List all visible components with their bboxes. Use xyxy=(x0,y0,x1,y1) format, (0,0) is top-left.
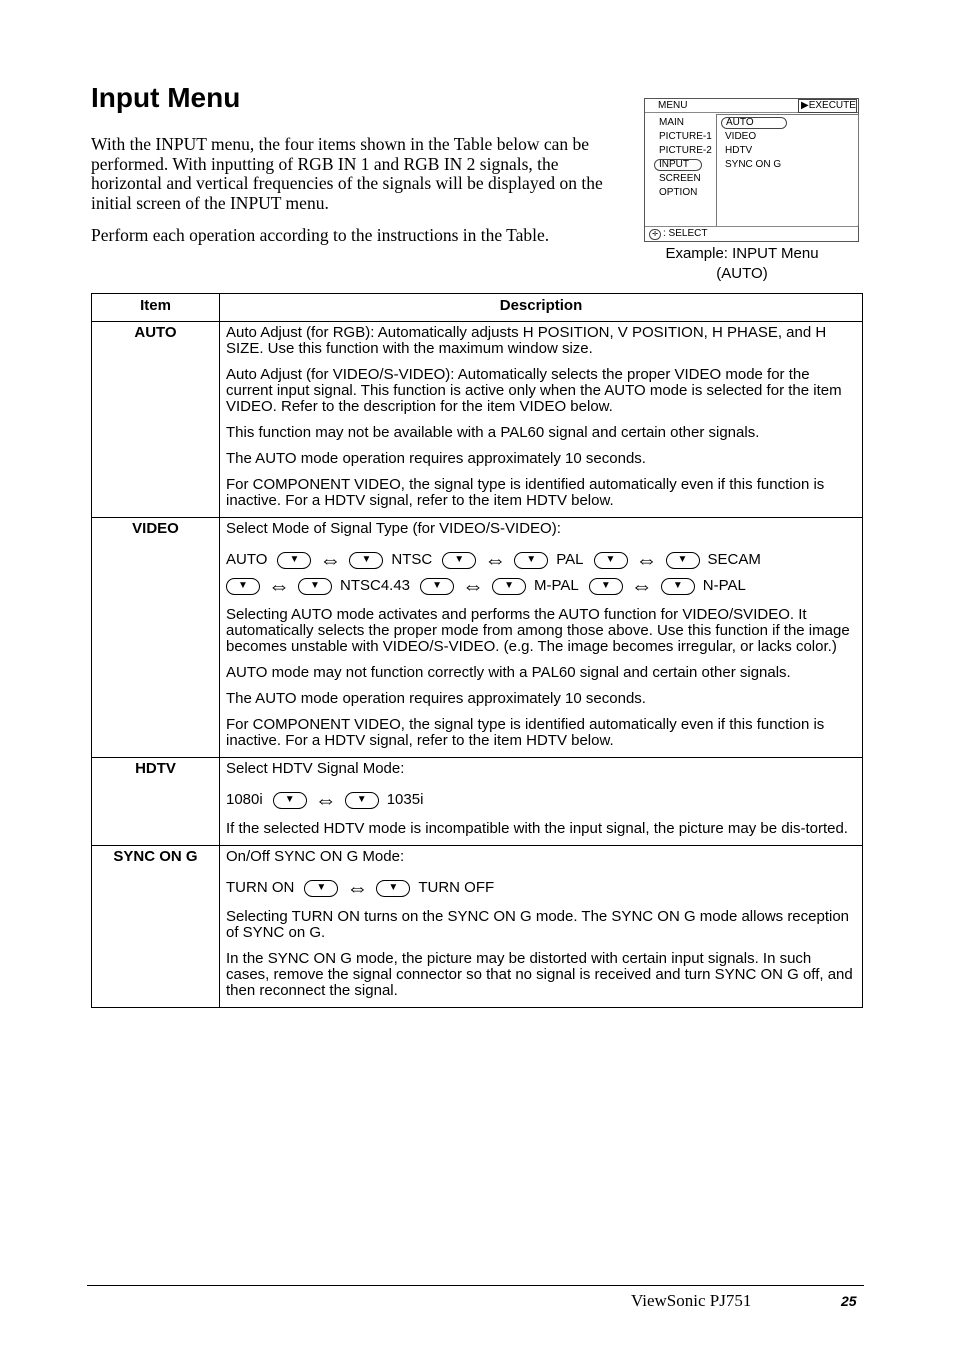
down-button-icon: ▼ xyxy=(376,880,410,897)
description-paragraph: This function may not be available with a PAL60 signal and certain other signals. xyxy=(226,424,760,441)
table-row xyxy=(92,846,863,1008)
osd-header: MENU xyxy=(645,99,858,113)
osd-sub-item-hdtv: HDTV xyxy=(725,145,753,156)
osd-item-screen: SCREEN xyxy=(659,173,701,184)
column-header-description: Description xyxy=(220,294,863,322)
description-paragraph: Auto Adjust (for VIDEO/S-VIDEO): Automatically selects the proper VIDEO mode for the current input signal. This function is active only when the AUTO mode is selected for the item VIDEO. Refer to the description for the item VIDEO below. xyxy=(226,366,842,415)
osd-item-main: MAIN xyxy=(659,117,684,128)
hdtv-mode-sequence xyxy=(226,787,856,813)
input-menu-table xyxy=(91,293,863,1008)
down-button-icon: ▼ xyxy=(273,792,307,809)
description-paragraph: The AUTO mode operation requires approximately 10 seconds. xyxy=(226,450,646,467)
mode-label: AUTO xyxy=(226,551,268,568)
swap-arrow-icon: ⇔ xyxy=(630,573,653,598)
table-header-row xyxy=(92,294,863,322)
description-paragraph: Selecting TURN ON turns on the SYNC ON G mode. The SYNC ON G mode allows reception of SYNC on G. xyxy=(226,908,850,941)
osd-menu-example xyxy=(644,98,859,242)
mode-label: TURN ON xyxy=(226,879,295,896)
swap-arrow-icon: ⇔ xyxy=(319,547,342,572)
description-paragraph: Selecting AUTO mode activates and performs the AUTO function for VIDEO/SVIDEO. It automatically selects the proper mode from among those above. Use this function if the image becomes unstable with VIDEO/S-VIDEO. (e.g. The image becomes irregular, or lacks color.) xyxy=(226,606,850,655)
figure-caption: Example: INPUT Menu (AUTO) xyxy=(665,245,819,282)
down-button-icon: ▼ xyxy=(298,578,332,595)
osd-item-option: OPTION xyxy=(659,187,698,198)
down-button-icon: ▼ xyxy=(666,552,700,569)
description-paragraph: On/Off SYNC ON G Mode: xyxy=(226,848,405,865)
description-paragraph: If the selected HDTV mode is incompatible with the input signal, the picture may be dis-torted. xyxy=(226,820,848,837)
swap-arrow-icon: ⇔ xyxy=(462,573,485,598)
mode-label: M-PAL xyxy=(534,577,579,594)
osd-item-input: INPUT xyxy=(654,159,702,171)
footer-brand: ViewSonic PJ751 xyxy=(631,1291,752,1310)
intro-paragraph-2: Perform each operation according to the instructions in the Table. xyxy=(91,225,550,245)
down-button-icon: ▼ xyxy=(492,578,526,595)
swap-arrow-icon: ⇔ xyxy=(268,573,290,598)
description-paragraph: The AUTO mode operation requires approximately 10 seconds. xyxy=(226,690,646,707)
item-cell: HDTV xyxy=(92,758,220,846)
down-button-icon: ▼ xyxy=(420,578,454,595)
description-cell xyxy=(220,758,863,846)
swap-arrow-icon: ⇔ xyxy=(484,547,507,572)
page-number: 25 xyxy=(841,1293,857,1309)
description-paragraph: AUTO mode may not function correctly with a PAL60 signal and certain other signals. xyxy=(226,664,791,681)
down-button-icon: ▼ xyxy=(349,552,383,569)
description-cell xyxy=(220,846,863,1008)
description-paragraph: Auto Adjust (for RGB): Automatically adjusts H POSITION, V POSITION, H PHASE, and H SIZE. Use this function with the maximum window size. xyxy=(226,324,827,357)
description-cell xyxy=(220,322,863,518)
item-cell: AUTO xyxy=(92,322,220,518)
joystick-icon: ✛ xyxy=(649,229,661,240)
mode-label: 1035i xyxy=(386,791,424,808)
sync-on-g-sequence xyxy=(226,875,856,901)
mode-label: TURN OFF xyxy=(418,879,495,896)
swap-arrow-icon: ⇔ xyxy=(314,787,337,812)
description-paragraph: Select Mode of Signal Type (for VIDEO/S-VIDEO): xyxy=(226,520,561,537)
description-paragraph: Select HDTV Signal Mode: xyxy=(226,760,405,777)
description-paragraph: For COMPONENT VIDEO, the signal type is identified automatically even if this function is inactive. For a HDTV signal, refer to the item HDTV below. xyxy=(226,476,825,509)
video-mode-sequence-2 xyxy=(226,573,856,599)
osd-main-menu xyxy=(658,116,712,200)
description-paragraph: In the SYNC ON G mode, the picture may be distorted with certain input signals. In such cases, remove the signal connector so that no signal is received and turn SYNC ON G off, and then reconnect the signal. xyxy=(226,950,853,999)
footer-divider xyxy=(87,1285,864,1286)
swap-arrow-icon: ⇔ xyxy=(346,875,369,900)
osd-sub-item-sync-on-g: SYNC ON G xyxy=(725,159,782,170)
swap-arrow-icon: ⇔ xyxy=(635,547,658,572)
table-row xyxy=(92,518,863,758)
osd-footer xyxy=(645,226,858,241)
osd-item-picture-1: PICTURE-1 xyxy=(659,131,712,142)
osd-execute-label: ▶EXECUTE xyxy=(798,99,857,113)
down-button-icon: ▼ xyxy=(345,792,379,809)
description-paragraph: For COMPONENT VIDEO, the signal type is identified automatically even if this function is inactive. For a HDTV signal, refer to the item HDTV below. xyxy=(226,716,825,749)
down-button-icon: ▼ xyxy=(304,880,338,897)
down-button-icon: ▼ xyxy=(226,578,260,595)
description-cell xyxy=(220,518,863,758)
item-cell: VIDEO xyxy=(92,518,220,758)
mode-label: 1080i xyxy=(226,791,263,808)
table-row xyxy=(92,758,863,846)
page-title: Input Menu xyxy=(91,82,241,113)
down-button-icon: ▼ xyxy=(594,552,628,569)
osd-sub-item-auto: AUTO xyxy=(721,117,787,129)
osd-sub-menu xyxy=(716,114,859,227)
down-button-icon: ▼ xyxy=(442,552,476,569)
mode-label: N-PAL xyxy=(702,577,746,594)
down-button-icon: ▼ xyxy=(661,578,695,595)
table-row xyxy=(92,322,863,518)
mode-label: NTSC xyxy=(391,551,433,568)
down-button-icon: ▼ xyxy=(277,552,311,569)
intro-paragraph: With the INPUT menu, the four items shown in the Table below can be performed. With inputting of RGB IN 1 and RGB IN 2 signals, the horizontal and vertical frequencies of the signals will be displayed on the initial screen of the INPUT menu. xyxy=(91,134,603,213)
item-cell: SYNC ON G xyxy=(92,846,220,1008)
down-button-icon: ▼ xyxy=(514,552,548,569)
mode-label: NTSC4.43 xyxy=(340,577,411,594)
mode-label: SECAM xyxy=(707,551,761,568)
video-mode-sequence xyxy=(226,547,856,573)
down-button-icon: ▼ xyxy=(589,578,623,595)
column-header-item: Item xyxy=(92,294,220,322)
osd-footer-label: : SELECT xyxy=(663,228,708,239)
osd-sub-item-video: VIDEO xyxy=(725,131,757,142)
osd-item-picture-2: PICTURE-2 xyxy=(659,145,712,156)
mode-label: PAL xyxy=(556,551,584,568)
